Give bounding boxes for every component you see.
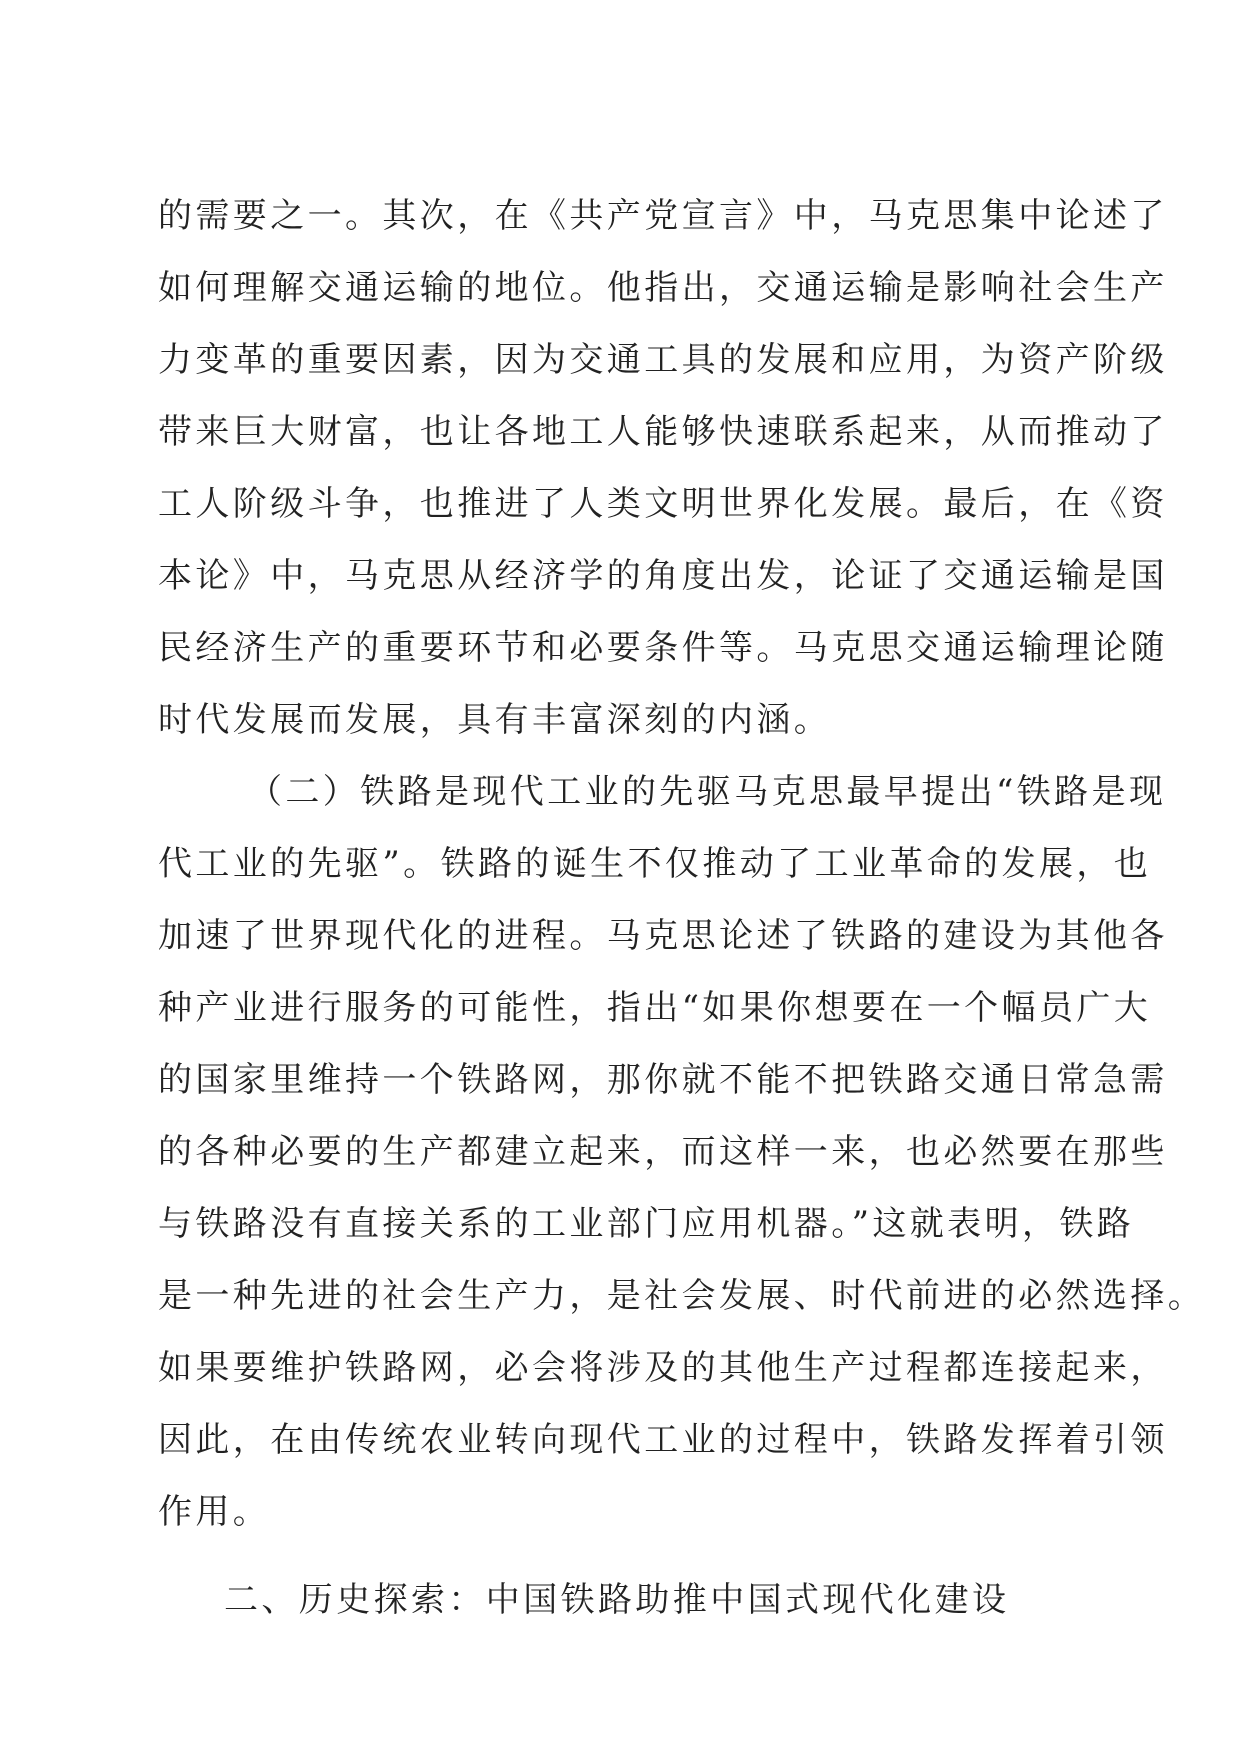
paragraph-line: 民经济生产的重要环节和必要条件等。马克思交通运输理论随 <box>158 628 1168 668</box>
paragraph-line: 的国家里维持一个铁路网，那你就不能不把铁路交通日常急需 <box>158 1060 1168 1100</box>
section-heading: 二、历史探索：中国铁路助推中国式现代化建设 <box>224 1580 1010 1620</box>
paragraph-line: 因此，在由传统农业转向现代工业的过程中，铁路发挥着引领 <box>158 1420 1168 1460</box>
paragraph-line: 时代发展而发展，具有丰富深刻的内涵。 <box>158 700 832 740</box>
paragraph-line: 带来巨大财富，也让各地工人能够快速联系起来，从而推动了 <box>158 412 1168 452</box>
paragraph-line: 如果要维护铁路网，必会将涉及的其他生产过程都连接起来， <box>158 1348 1168 1388</box>
paragraph-line: 力变革的重要因素，因为交通工具的发展和应用，为资产阶级 <box>158 340 1168 380</box>
paragraph-line: 加速了世界现代化的进程。马克思论述了铁路的建设为其他各 <box>158 916 1168 956</box>
paragraph-line: （二）铁路是现代工业的先驱马克思最早提出“铁路是现 <box>248 772 1167 812</box>
paragraph-1 <box>158 180 1168 756</box>
paragraph-line: 是一种先进的社会生产力，是社会发展、时代前进的必然选择。 <box>158 1276 1206 1316</box>
paragraph-line: 代工业的先驱”。铁路的诞生不仅推动了工业革命的发展，也 <box>158 844 1152 884</box>
paragraph-line: 种产业进行服务的可能性，指出“如果你想要在一个幅员广大 <box>158 988 1152 1028</box>
paragraph-line: 的需要之一。其次，在《共产党宣言》中，马克思集中论述了 <box>158 196 1168 236</box>
paragraph-line: 作用。 <box>158 1492 271 1532</box>
paragraph-line: 的各种必要的生产都建立起来，而这样一来，也必然要在那些 <box>158 1132 1168 1172</box>
paragraph-line: 与铁路没有直接关系的工业部门应用机器。”这就表明，铁路 <box>158 1204 1135 1244</box>
paragraph-line: 如何理解交通运输的地位。他指出，交通运输是影响社会生产 <box>158 268 1168 308</box>
paragraph-2 <box>158 756 1206 1548</box>
paragraph-line: 本论》中，马克思从经济学的角度出发，论证了交通运输是国 <box>158 556 1168 596</box>
paragraph-line: 工人阶级斗争，也推进了人类文明世界化发展。最后，在《资 <box>158 484 1168 524</box>
body-text <box>158 180 1206 1636</box>
